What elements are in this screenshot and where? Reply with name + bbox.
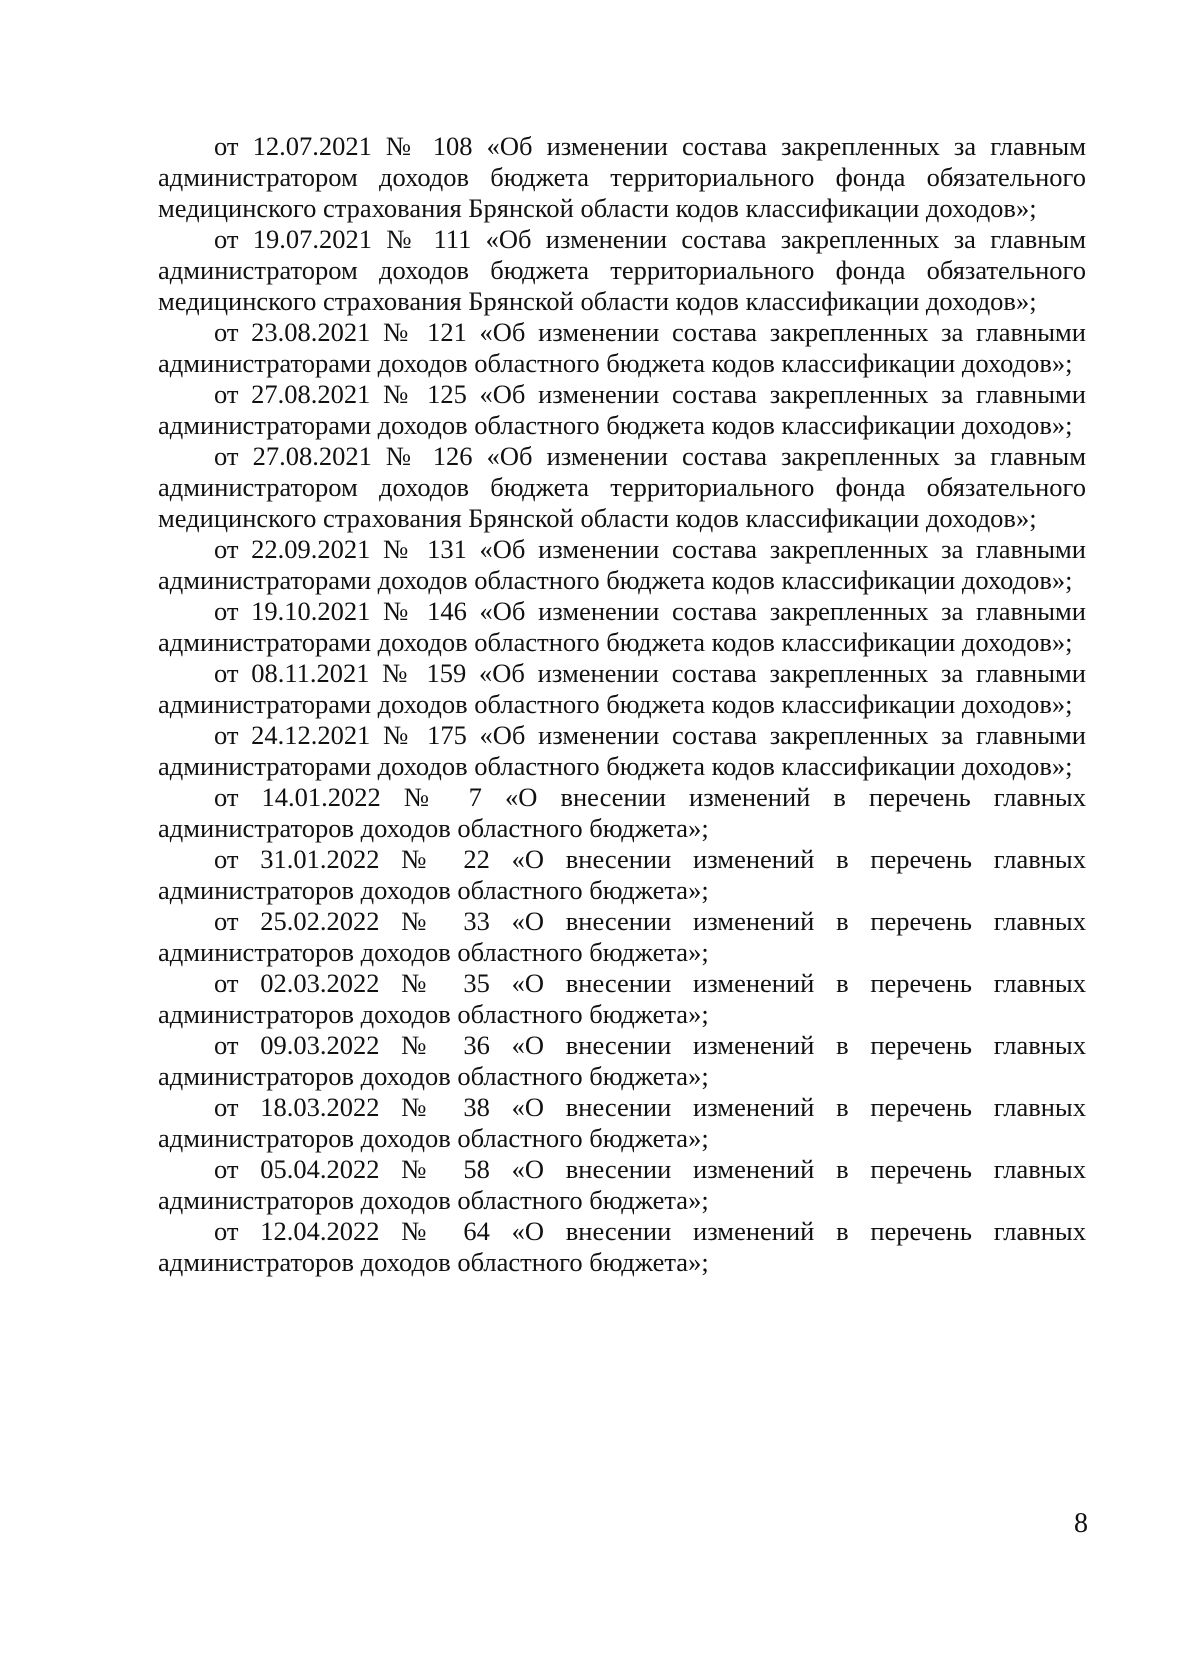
document-paragraph: от 19.07.2021 № 111 «Об изменении состава закрепленных за главным администратором доходов бюджета территориального фонда обязательного медицинского страхования Брянской области кодов классификации доходов»; xyxy=(158,224,1086,316)
document-paragraph: от 14.01.2022 № 7 «О внесении изменений в перечень главных администраторов доходов областного бюджета»; xyxy=(158,782,1086,843)
document-paragraph: от 24.12.2021 № 175 «Об изменении состава закрепленных за главными администраторами доходов областного бюджета кодов классификации доходов»; xyxy=(158,720,1086,781)
document-paragraph: от 09.03.2022 № 36 «О внесении изменений в перечень главных администраторов доходов областного бюджета»; xyxy=(158,1030,1086,1091)
document-paragraph: от 25.02.2022 № 33 «О внесении изменений в перечень главных администраторов доходов областного бюджета»; xyxy=(158,906,1086,967)
document-paragraph: от 18.03.2022 № 38 «О внесении изменений в перечень главных администраторов доходов областного бюджета»; xyxy=(158,1092,1086,1153)
document-paragraph: от 12.07.2021 № 108 «Об изменении состава закрепленных за главным администратором доходов бюджета территориального фонда обязательного медицинского страхования Брянской области кодов классификации доходов»; xyxy=(158,131,1086,223)
document-paragraph: от 12.04.2022 № 64 «О внесении изменений в перечень главных администраторов доходов областного бюджета»; xyxy=(158,1216,1086,1277)
document-body xyxy=(158,131,1086,1278)
document-paragraph: от 02.03.2022 № 35 «О внесении изменений в перечень главных администраторов доходов областного бюджета»; xyxy=(158,968,1086,1029)
document-paragraph: от 22.09.2021 № 131 «Об изменении состава закрепленных за главными администраторами доходов областного бюджета кодов классификации доходов»; xyxy=(158,534,1086,595)
document-paragraph: от 27.08.2021 № 126 «Об изменении состава закрепленных за главным администратором доходов бюджета территориального фонда обязательного медицинского страхования Брянской области кодов классификации доходов»; xyxy=(158,441,1086,533)
document-paragraph: от 08.11.2021 № 159 «Об изменении состава закрепленных за главными администраторами доходов областного бюджета кодов классификации доходов»; xyxy=(158,658,1086,719)
document-paragraph: от 31.01.2022 № 22 «О внесении изменений в перечень главных администраторов доходов областного бюджета»; xyxy=(158,844,1086,905)
document-paragraph: от 19.10.2021 № 146 «Об изменении состава закрепленных за главными администраторами доходов областного бюджета кодов классификации доходов»; xyxy=(158,596,1086,657)
document-paragraph: от 05.04.2022 № 58 «О внесении изменений в перечень главных администраторов доходов областного бюджета»; xyxy=(158,1154,1086,1215)
document-paragraph: от 27.08.2021 № 125 «Об изменении состава закрепленных за главными администраторами доходов областного бюджета кодов классификации доходов»; xyxy=(158,379,1086,440)
page-number: 8 xyxy=(1074,1508,1088,1539)
document-paragraph: от 23.08.2021 № 121 «Об изменении состава закрепленных за главными администраторами доходов областного бюджета кодов классификации доходов»; xyxy=(158,317,1086,378)
